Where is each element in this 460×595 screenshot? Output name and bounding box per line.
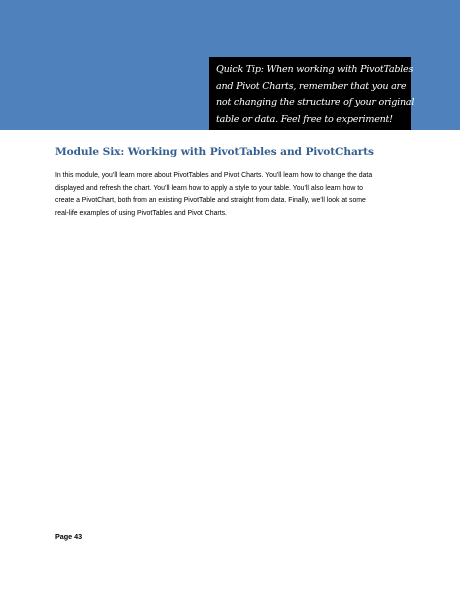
quick-tip-line: and Pivot Charts, remember that you are [216, 80, 407, 92]
module-intro-paragraph [55, 170, 372, 220]
quick-tip-line: Quick Tip: When working with PivotTables [216, 64, 414, 75]
quick-tip-line: not changing the structure of your original [216, 97, 415, 108]
intro-line: In this module, you’ll learn more about PivotTables and Pivot Charts. You’ll learn how to change the data [55, 172, 373, 179]
intro-line: real-life examples of using PivotTables and Pivot Charts. [55, 209, 227, 217]
intro-line: displayed and refresh the chart. You’ll learn how to apply a style to your table. You’ll also learn how to [55, 184, 363, 192]
quick-tip-text [216, 62, 415, 128]
intro-line: create a PivotChart, both from an existing PivotTable and straight from data. Finally, we’ll look at some [55, 197, 366, 204]
quick-tip-line: table or data. Feel free to experiment! [216, 113, 393, 125]
page-number: Page 43 [55, 532, 83, 541]
module-heading: Module Six: Working with PivotTables and PivotCharts [55, 146, 374, 158]
quick-tip-box [209, 57, 415, 130]
